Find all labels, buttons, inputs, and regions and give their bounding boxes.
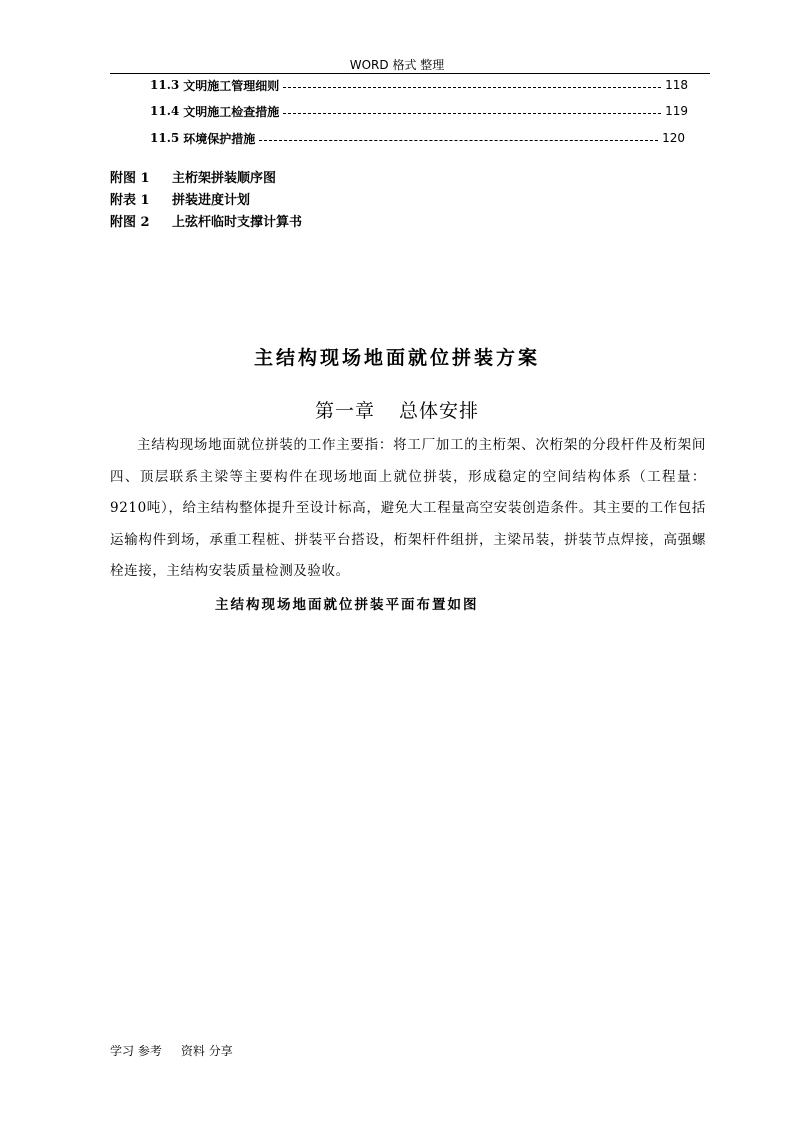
toc-entry-page: 119 [665, 104, 688, 118]
appendix-item [110, 211, 302, 230]
figure-caption: 主结构现场地面就位拼装平面布置如图 [215, 597, 479, 613]
page-header: WORD 格式 整理 [349, 58, 445, 72]
toc-entry-number: 11.5 [150, 131, 180, 145]
appendix-label: 附表 1 [110, 193, 150, 208]
chapter-number: 第一章 [314, 400, 375, 422]
appendix-title: 上弦杆临时支撑计算书 [172, 215, 303, 230]
chapter-title: 总体安排 [399, 400, 480, 422]
toc-entry-title: 环境保护措施 [183, 131, 256, 146]
toc-entry-number: 11.4 [150, 104, 180, 118]
toc-dot-leader [259, 140, 658, 141]
appendix-title: 主桁架拼装顺序图 [172, 171, 277, 186]
toc-dot-leader [283, 87, 661, 88]
toc-entry[interactable] [150, 102, 688, 120]
toc-entry[interactable] [150, 129, 685, 147]
document-title: 主结构现场地面就位拼装方案 [253, 347, 540, 369]
header-rule [110, 73, 710, 74]
toc-entry-title: 文明施工检查措施 [183, 104, 280, 119]
appendix-item [110, 189, 250, 208]
page-footer: 学习 参考 资料 分享 [110, 1044, 233, 1058]
appendix-label: 附图 2 [110, 215, 150, 230]
appendix-item [110, 167, 276, 186]
toc-entry[interactable] [150, 76, 688, 94]
body-paragraph: 主结构现场地面就位拼装的工作主要指：将工厂加工的主桁架、次桁架的分段杆件及桁架间四、顶层联系主梁等主要构件在现场地面上就位拼装，形成稳定的空间结构体系（工程量：9210吨），给主结构整体提升至设计标高，避免大工程量高空安装创造条件。其主要的工作包括运输构件到场，承重工程桩、拼装平台搭设，桁架杆件组拼，主梁吊装，拼装节点焊接，高强螺栓连接，主结构安装质量检测及验收。 [110, 437, 706, 579]
appendix-label: 附图 1 [110, 171, 150, 186]
chapter-heading [0, 396, 794, 423]
toc-entry-page: 118 [665, 78, 688, 92]
toc-entry-title: 文明施工管理细则 [183, 78, 280, 93]
appendix-title: 拼装进度计划 [172, 193, 251, 208]
toc-dot-leader [283, 113, 661, 114]
toc-entry-number: 11.3 [150, 78, 180, 92]
toc-entry-page: 120 [662, 131, 685, 145]
